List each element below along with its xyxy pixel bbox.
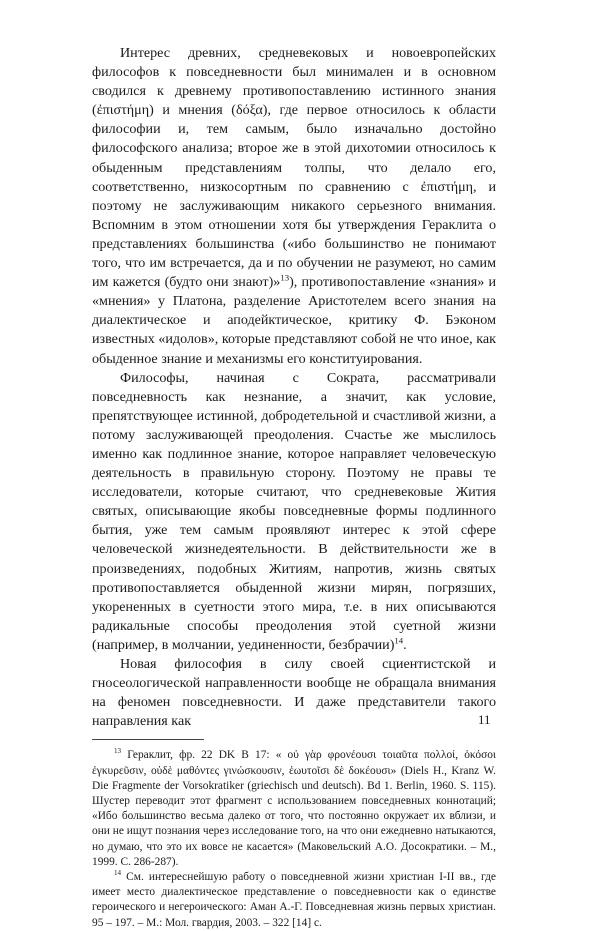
paragraph-2 xyxy=(92,369,496,655)
footnote-ref-13[interactable]: 13 xyxy=(280,272,290,283)
paragraph-1 xyxy=(92,44,496,369)
paragraph-1-tail: ), противопоставление «знания» и «мнения» у Платона, разделение Аристотелем всего знания на диалектическое и аподейктическое, критику Ф. Бэконом известных «идолов», которые представляют собой не что иное, как обыденное знание и механизмы его конституирования. xyxy=(92,274,496,367)
footnote-14-number: 14 xyxy=(114,869,122,878)
footnotes xyxy=(92,748,496,930)
footnote-13-number: 13 xyxy=(114,747,122,756)
footnote-13-text: Гераклит, фр. 22 DK B 17: « οὐ γὰρ φρονέουσι τοιαῦτα πολλοί, ὁκόσοι ἐγκυρεῦσιν, οὐδὲ μαθόντες γινώσκουσιν, ἑωυτοῖσι δὲ δοκέουσι» (Diels H., Kranz W. Die Fragmente der Vorsokratiker (griechisch und deutsch). Bd 1. Berlin, 1960. S. 115). Шустер переводит этот фрагмент с использованием повседневных коннотаций; «Ибо большинство весьма далеко от того, что постоянно окружает их вблизи, и они не ищут познания через исследование того, на что они ежедневно натыкаются, но думаю, что это их вовсе не касается» (Маковельский А.О. Досократики. – М., 1999. С. 286-287). xyxy=(92,749,496,868)
footnote-14-text: См. интереснейшую работу о повседневной жизни христиан I-II вв., где имеет место диалектическое представление о повседневности как о единстве героического и негероического: Аман А.-Г. Повседневная жизнь первых христиан. 95 – 197. – М.: Мол. гвардия, 2003. – 322 [14] с. xyxy=(92,871,496,929)
footnote-ref-14[interactable]: 14 xyxy=(394,635,404,646)
paragraph-3: Новая философия в силу своей сциентистской и гносеологической направленности вообще не обращала внимания на феномен повседневности. И даже представители такого направления как xyxy=(92,656,496,730)
text-block xyxy=(92,44,496,931)
footnote-13 xyxy=(92,748,496,870)
page-number: 11 xyxy=(478,712,491,727)
paragraph-2-text: Философы, начиная с Сократа, рассматривали повседневность как незнание, а значит, как условие, препятствующее истинной, добродетельной и счастливой жизни, а потому заслуживающей преодоления. Счастье же мыслилось именно как подлинное знание, которое направляет человеческую деятельность в правильную сторону. Поэтому не правы те исследователи, которые считают, что средневековые Жития святых, описывающие якобы повседневные формы подлинного бытия, уже тем самым проявляют интерес к этой сфере человеческой жизнедеятельности. В действительности же в произведениях, подобных Житиям, напротив, жизнь святых противопоставляется обыденной жизни мирян, погрязших, укорененных в суетности этого мира, т.е. в них описываются радикальные способы преодоления этой суетной жизни (например, в молчании, уединенности, безбрачии) xyxy=(92,369,496,653)
paragraph-1-text: Интерес древних, средневековых и новоевропейских философов к повседневности был минимален и в основном сводился к древнему противопоставлению истинного знания (ἐπιστήμη) и мнения (δόξα), где первое относилось к области философии и, тем самым, было изначально достойно философского анализа; второе же в этой дихотомии относилось к обыденным представлениям толпы, что делало его, соответственно, низкосортным по сравнению с ἐπιστήμη, и поэтому не заслуживающим никакого серьезного внимания. Вспомним в этом отношении хотя бы утверждения Гераклита о представлениях большинства («ибо большинство не понимают того, что им встречается, да и по обучении не разумеют, но самим им кажется (будто они знают)» xyxy=(92,45,496,291)
main-text xyxy=(92,44,496,731)
paragraph-2-tail: . xyxy=(403,636,407,653)
footnote-divider xyxy=(92,739,204,740)
footnote-14 xyxy=(92,870,496,931)
